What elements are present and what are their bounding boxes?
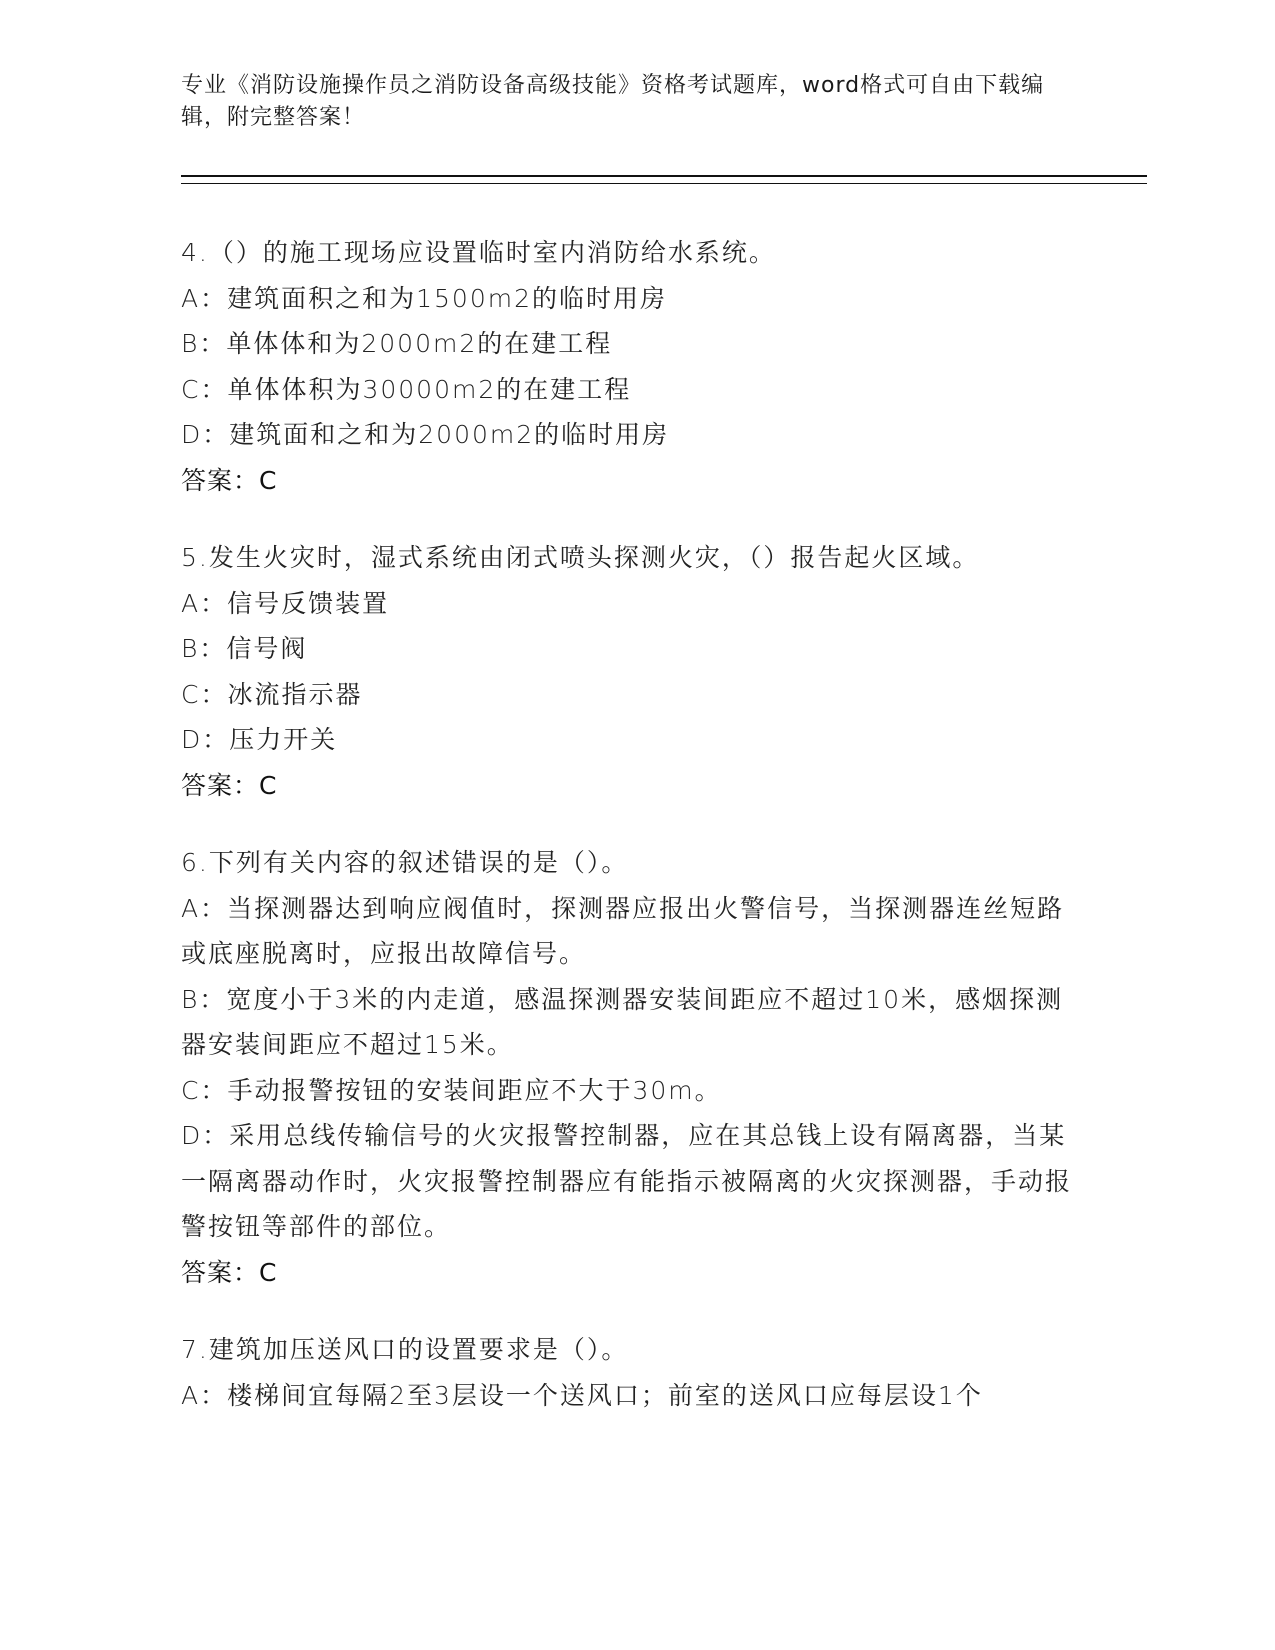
question-6 [181, 840, 1081, 1295]
page-header: 专业《消防设施操作员之消防设备高级技能》资格考试题库，word格式可自由下载编辑，附完整答案！ [181, 73, 1045, 130]
question-stem: 7.建筑加压送风口的设置要求是（）。 [181, 1335, 629, 1364]
answer: 答案：C [181, 1257, 278, 1287]
option-d: D：建筑面和之和为2000m2的临时用房 [181, 420, 670, 449]
question-7 [181, 1327, 1081, 1418]
question-list [181, 230, 1081, 1450]
option-a: A：楼梯间宜每隔2至3层设一个送风口；前室的送风口应每层设1个 [181, 1380, 983, 1410]
option-d: D：采用总线传输信号的火灾报警控制器，应在其总钱上设有隔离器，当某一隔离器动作时，火灾报警控制器应有能指示被隔离的火灾探测器，手动报警按钮等部件的部位。 [181, 1121, 1073, 1241]
question-stem: 5.发生火灾时，湿式系统由闭式喷头探测火灾，（）报告起火区域。 [181, 543, 980, 572]
question-stem: 4.（）的施工现场应设置临时室内消防给水系统。 [181, 238, 776, 267]
option-a: A：当探测器达到响应阀值时，探测器应报出火警信号，当探测器连丝短路或底座脱离时，应报出故障信号。 [181, 893, 1065, 968]
option-c: C：单体体积为30000m2的在建工程 [181, 374, 632, 404]
header-divider [181, 175, 1147, 184]
option-b: B：信号阀 [181, 634, 308, 663]
option-c: C：冰流指示器 [181, 679, 363, 709]
question-5 [181, 535, 1081, 808]
option-a: A：建筑面积之和为1500m2的临时用房 [181, 283, 667, 313]
answer: 答案：C [181, 770, 278, 800]
option-b: B：单体体和为2000m2的在建工程 [181, 329, 613, 358]
answer: 答案：C [181, 465, 278, 495]
option-a: A：信号反馈装置 [181, 588, 390, 618]
option-d: D：压力开关 [181, 725, 338, 754]
option-b: B：宽度小于3米的内走道，感温探测器安装间距应不超过10米，感烟探测器安装间距应不超过15米。 [181, 984, 1064, 1059]
question-stem: 6.下列有关内容的叙述错误的是（）。 [181, 848, 629, 877]
option-c: C：手动报警按钮的安装间距应不大于30m。 [181, 1075, 722, 1105]
question-4 [181, 230, 1081, 503]
